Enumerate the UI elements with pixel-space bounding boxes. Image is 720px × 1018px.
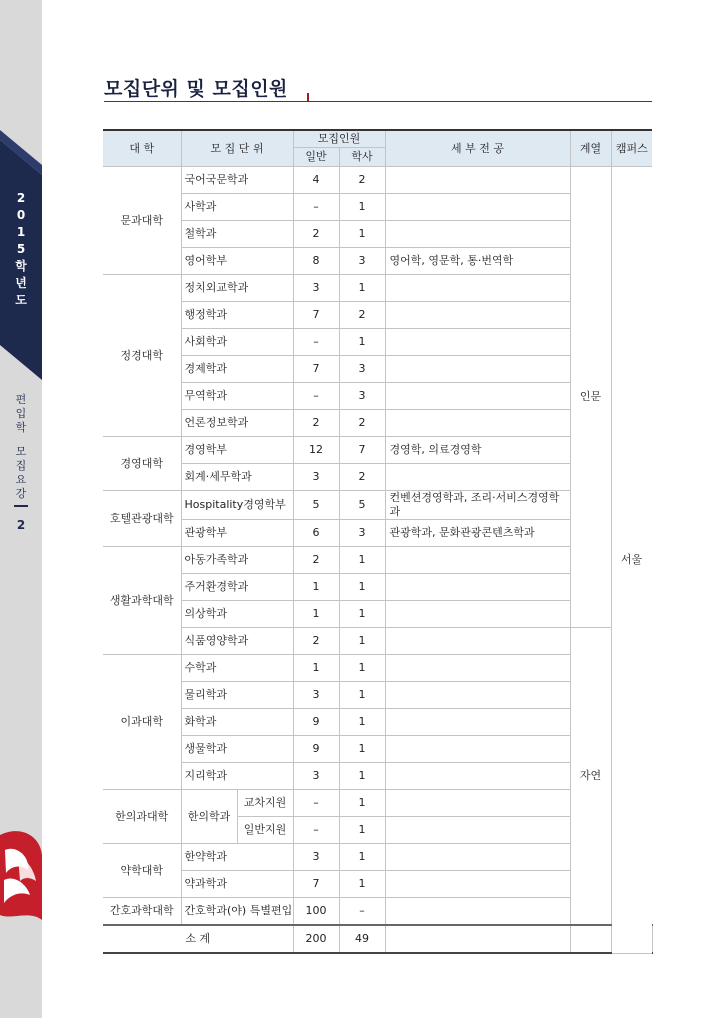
general-cell: 100 [293,898,339,926]
bachelor-cell: 1 [339,790,385,817]
dept-cell: 언론정보학과 [181,410,293,437]
bachelor-cell: 1 [339,221,385,248]
college-cell: 문과대학 [103,167,181,275]
bachelor-cell: 1 [339,682,385,709]
bachelor-cell: 5 [339,491,385,520]
general-cell: 5 [293,491,339,520]
major-cell [385,547,570,574]
table-row [103,628,652,655]
header-track: 계열 [570,130,611,167]
header-major: 세 부 전 공 [385,130,570,167]
major-cell: 영어학, 영문학, 통·번역학 [385,248,570,275]
general-cell: 1 [293,655,339,682]
subdept-cell: 교차지원 [237,790,293,817]
major-cell [385,736,570,763]
major-cell [385,383,570,410]
header-general: 일반 [293,148,339,167]
college-cell: 이과대학 [103,655,181,790]
bachelor-cell: 2 [339,464,385,491]
table-row [103,167,652,194]
general-cell: 2 [293,221,339,248]
bachelor-cell: 2 [339,410,385,437]
major-cell [385,790,570,817]
major-cell [385,302,570,329]
page-title: 모집단위 및 모집인원 [104,78,288,100]
major-cell [385,275,570,302]
general-cell: 3 [293,464,339,491]
bachelor-cell: 1 [339,844,385,871]
year-vertical: 2 0 1 5 학 년 도 [15,191,27,307]
major-cell [385,628,570,655]
bachelor-cell: 1 [339,329,385,356]
bachelor-cell: 1 [339,628,385,655]
dept-cell: 약과학과 [181,871,293,898]
major-cell [385,221,570,248]
general-cell: 7 [293,302,339,329]
college-cell: 생활과학대학 [103,547,181,655]
total-bachelor: 49 [339,925,385,953]
major-cell [385,763,570,790]
bachelor-cell: 1 [339,547,385,574]
general-cell: 4 [293,167,339,194]
dept-cell: 지리학과 [181,763,293,790]
general-cell: 2 [293,410,339,437]
bachelor-cell: 1 [339,871,385,898]
table-row [103,898,652,926]
major-cell [385,682,570,709]
university-logo-icon [0,825,42,925]
total-track [570,925,611,953]
dept-cell: 사회학과 [181,329,293,356]
general-cell: 7 [293,356,339,383]
bachelor-cell: 1 [339,275,385,302]
bachelor-cell: 1 [339,763,385,790]
general-cell: 7 [293,871,339,898]
major-cell [385,898,570,926]
bachelor-cell: 1 [339,574,385,601]
subdept-cell: 일반지원 [237,817,293,844]
dept-cell: Hospitality경영학부 [181,491,293,520]
dept-cell: 간호학과(야) 특별편입 [181,898,293,926]
major-cell: 관광학과, 문화관광콘텐츠학과 [385,520,570,547]
bachelor-cell: – [339,898,385,926]
table-row [103,275,652,302]
general-cell: 1 [293,601,339,628]
table-row [103,383,652,410]
track-cell: 인문 [570,167,611,628]
dept-cell: 철학과 [181,221,293,248]
table-row [103,655,652,682]
table-row [103,574,652,601]
major-cell [385,356,570,383]
bachelor-cell: 1 [339,817,385,844]
dept-cell: 국어국문학과 [181,167,293,194]
general-cell: 3 [293,763,339,790]
college-cell: 정경대학 [103,275,181,437]
table-row [103,736,652,763]
dept-cell: 의상학과 [181,601,293,628]
dept-cell: 사학과 [181,194,293,221]
college-cell: 간호과학대학 [103,898,181,926]
dept-cell: 영어학부 [181,248,293,275]
dept-group-cell: 한의학과 [181,790,237,844]
college-cell: 한의과대학 [103,790,181,844]
major-cell [385,574,570,601]
bachelor-cell: 2 [339,302,385,329]
bachelor-cell: 1 [339,194,385,221]
recruitment-table [103,129,652,954]
table-row [103,709,652,736]
bachelor-cell: 3 [339,356,385,383]
major-cell [385,167,570,194]
general-cell: 2 [293,547,339,574]
header-college: 대 학 [103,130,181,167]
dept-cell: 한약학과 [181,844,293,871]
bachelor-cell: 2 [339,167,385,194]
dept-cell: 식품영양학과 [181,628,293,655]
table-row [103,520,652,547]
table-row [103,790,652,817]
college-cell: 약학대학 [103,844,181,898]
general-cell: 3 [293,844,339,871]
table-row [103,194,652,221]
general-cell: – [293,329,339,356]
general-cell: 3 [293,275,339,302]
total-row [103,925,652,953]
major-cell: 경영학, 의료경영학 [385,437,570,464]
general-cell: 2 [293,628,339,655]
dept-cell: 무역학과 [181,383,293,410]
major-cell [385,410,570,437]
total-major [385,925,570,953]
total-label: 소 계 [103,925,293,953]
table-row [103,844,652,871]
table-row [103,763,652,790]
general-cell: 3 [293,682,339,709]
dept-cell: 아동가족학과 [181,547,293,574]
separator-dash [14,505,28,507]
general-cell: 8 [293,248,339,275]
bachelor-cell: 1 [339,601,385,628]
dept-cell: 경제학과 [181,356,293,383]
table-row [103,464,652,491]
bachelor-cell: 1 [339,736,385,763]
header-bachelor: 학사 [339,148,385,167]
major-cell [385,709,570,736]
title-underline [104,101,652,102]
major-cell [385,817,570,844]
major-cell [385,871,570,898]
major-cell [385,844,570,871]
guide-vertical: 편 입 학 모 집 요 강 [15,393,27,500]
track-cell: 자연 [570,628,611,926]
header-campus: 캠퍼스 [611,130,652,167]
table-row [103,871,652,898]
table-row [103,547,652,574]
bachelor-cell: 3 [339,520,385,547]
table-row [103,329,652,356]
bachelor-cell: 3 [339,248,385,275]
general-cell: – [293,817,339,844]
major-cell [385,601,570,628]
dept-cell: 수학과 [181,655,293,682]
table-row [103,601,652,628]
table-row [103,302,652,329]
dept-cell: 관광학부 [181,520,293,547]
general-cell: – [293,790,339,817]
dept-cell: 회계·세무학과 [181,464,293,491]
college-cell: 호텔관광대학 [103,491,181,547]
dept-cell: 생물학과 [181,736,293,763]
general-cell: – [293,194,339,221]
title-mark [307,93,309,101]
major-cell: 컨벤션경영학과, 조리·서비스경영학과 [385,491,570,520]
general-cell: 1 [293,574,339,601]
major-cell [385,655,570,682]
table-row [103,356,652,383]
bachelor-cell: 7 [339,437,385,464]
dept-cell: 물리학과 [181,682,293,709]
table-row [103,410,652,437]
bachelor-cell: 1 [339,655,385,682]
header-recruit: 모집인원 [293,130,385,148]
table-row [103,221,652,248]
table-row [103,682,652,709]
dept-cell: 화학과 [181,709,293,736]
dept-cell: 주거환경학과 [181,574,293,601]
total-general: 200 [293,925,339,953]
dept-cell: 경영학부 [181,437,293,464]
general-cell: 9 [293,736,339,763]
dept-cell: 행정학과 [181,302,293,329]
sidebar [0,0,42,1018]
dept-cell: 정치외교학과 [181,275,293,302]
major-cell [385,329,570,356]
general-cell: 9 [293,709,339,736]
general-cell: – [293,383,339,410]
header-unit: 모 집 단 위 [181,130,293,167]
bachelor-cell: 3 [339,383,385,410]
table-row [103,437,652,464]
table-row [103,491,652,520]
major-cell [385,194,570,221]
major-cell [385,464,570,491]
college-cell: 경영대학 [103,437,181,491]
table-row [103,248,652,275]
general-cell: 6 [293,520,339,547]
page-number: 2 [16,518,26,532]
bachelor-cell: 1 [339,709,385,736]
general-cell: 12 [293,437,339,464]
campus-cell: 서울 [611,167,652,954]
